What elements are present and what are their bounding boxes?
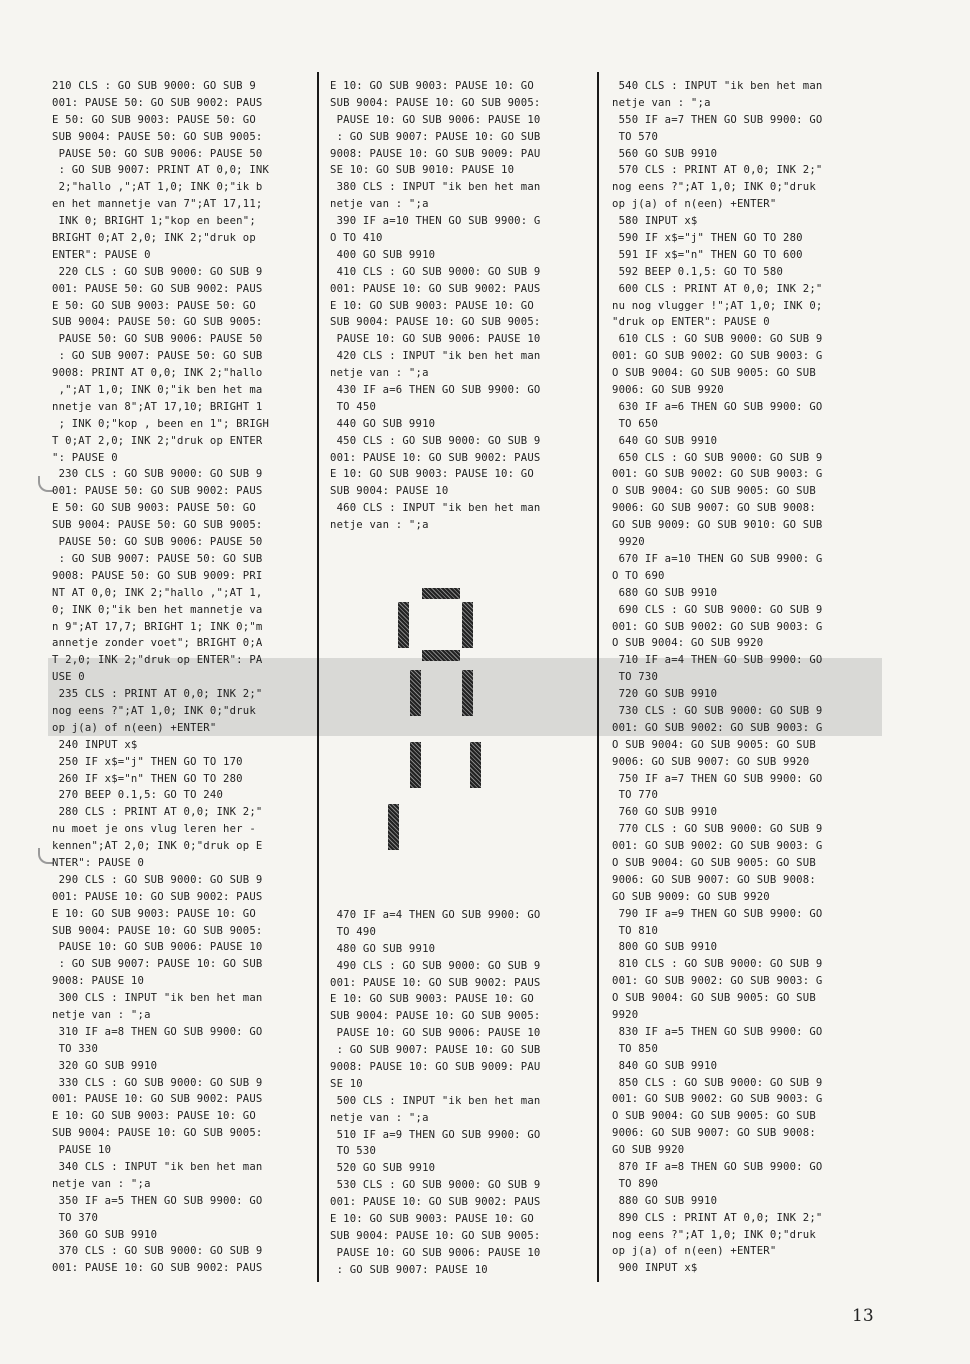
code-line: 270 BEEP 0.1,5: GO TO 240: [52, 789, 224, 802]
code-line: O SUB 9004: GO SUB 9005: GO SUB: [612, 367, 816, 380]
code-line: 340 CLS : INPUT "ik ben het man: [52, 1161, 263, 1173]
code-line: GO SUB 9009: GO SUB 9010: GO SUB: [612, 519, 823, 532]
code-line: PAUSE 10: GO SUB 9006: PAUSE 10: [330, 1027, 541, 1040]
code-line: : GO SUB 9007: PAUSE 50: GO SUB: [52, 350, 263, 363]
code-line: 540 CLS : INPUT "ik ben het man: [612, 80, 823, 92]
code-line: op j(a) of n(een) +ENTER": [612, 198, 777, 211]
code-line: NT AT 0,0; INK 2;"hallo ,";AT 1,: [52, 586, 263, 599]
code-line: 001: PAUSE 10: GO SUB 9002: PAUS: [330, 282, 541, 295]
code-line: 001: GO SUB 9002: GO SUB 9003: G: [612, 975, 823, 988]
code-line: 430 IF a=6 THEN GO SUB 9900: GO: [330, 384, 541, 397]
code-line: 790 IF a=9 THEN GO SUB 9900: GO: [612, 907, 823, 920]
code-line: 710 IF a=4 THEN GO SUB 9900: GO: [612, 654, 823, 667]
column-divider-right: [597, 72, 599, 1282]
code-line: T 0;AT 2,0; INK 2;"druk op ENTER: [52, 434, 263, 447]
code-line: 870 IF a=8 THEN GO SUB 9900: GO: [612, 1161, 823, 1173]
code-line: GO SUB 9009: GO SUB 9920: [612, 890, 770, 903]
code-line: INK 0; BRIGHT 1;"kop en been";: [52, 215, 256, 228]
code-line: PAUSE 10: [52, 1144, 112, 1157]
code-line: 570 CLS : PRINT AT 0,0; INK 2;": [612, 164, 823, 177]
code-line: 800 GO SUB 9910: [612, 941, 718, 954]
code-line: 001: PAUSE 10: GO SUB 9002: PAUS: [330, 451, 541, 464]
code-line: : GO SUB 9007: PAUSE 10: GO SUB: [52, 958, 263, 971]
code-line: SUB 9004: PAUSE 10: GO SUB 9005:: [52, 924, 263, 937]
code-line: 460 CLS : INPUT "ik ben het man: [330, 502, 541, 515]
code-line: 590 IF x$="j" THEN GO TO 280: [612, 232, 803, 245]
code-line: 470 IF a=4 THEN GO SUB 9900: GO: [330, 909, 541, 921]
code-line: 420 CLS : INPUT "ik ben het man: [330, 350, 541, 363]
code-line: 001: GO SUB 9002: GO SUB 9003: G: [612, 350, 823, 363]
code-column-3: [612, 78, 852, 1277]
page-number: 13: [852, 1306, 874, 1326]
code-line: 2;"hallo ,";AT 1,0; INK 0;"ik b: [52, 181, 263, 194]
code-line: PAUSE 50: GO SUB 9006: PAUSE 50: [52, 147, 263, 160]
segment-leg-left-lower: [388, 804, 399, 850]
code-line: 9008: PAUSE 10: GO SUB 9009: PAU: [330, 147, 541, 160]
code-line: 001: PAUSE 10: GO SUB 9002: PAUS: [330, 976, 541, 989]
code-line: O SUB 9004: GO SUB 9005: GO SUB: [612, 992, 816, 1005]
code-line: nu moet je ons vlug leren her -: [52, 823, 256, 836]
code-line: 290 CLS : GO SUB 9000: GO SUB 9: [52, 873, 263, 886]
code-line: TO 890: [612, 1177, 659, 1190]
code-line: 580 INPUT x$: [612, 215, 698, 228]
code-line: 001: PAUSE 10: GO SUB 9002: PAUS: [52, 890, 263, 903]
segment-body-right: [462, 670, 473, 716]
code-line: 550 IF a=7 THEN GO SUB 9900: GO: [612, 113, 823, 126]
code-line: TO 770: [612, 789, 659, 802]
code-line: 720 GO SUB 9910: [612, 688, 718, 701]
code-line: GO SUB 9920: [612, 1144, 685, 1157]
segment-middle: [422, 650, 460, 661]
code-line: USE 0: [52, 671, 85, 684]
code-column-1: [52, 78, 292, 1277]
code-line: 390 IF a=10 THEN GO SUB 9900: G: [330, 215, 541, 228]
code-line: SUB 9004: PAUSE 10: [330, 485, 449, 498]
code-line: : GO SUB 9007: PRINT AT 0,0; INK: [52, 164, 270, 177]
code-line: nog eens ?";AT 1,0; INK 0;"druk: [612, 1228, 816, 1241]
code-line: 001: PAUSE 10: GO SUB 9002: PAUS: [52, 1262, 263, 1275]
code-line: O TO 690: [612, 569, 665, 582]
code-line: O SUB 9004: GO SUB 9005: GO SUB: [612, 856, 816, 869]
code-line: TO 530: [330, 1145, 377, 1158]
code-line: netje van : ";a: [330, 519, 429, 532]
code-line: PAUSE 10: GO SUB 9006: PAUSE 10: [330, 1246, 541, 1259]
code-line: 001: GO SUB 9002: GO SUB 9003: G: [612, 468, 823, 481]
code-line: 001: GO SUB 9002: GO SUB 9003: G: [612, 620, 823, 633]
code-line: SUB 9004: PAUSE 10: GO SUB 9005:: [330, 1229, 541, 1242]
code-line: 001: PAUSE 50: GO SUB 9002: PAUS: [52, 96, 263, 109]
code-line: 480 GO SUB 9910: [330, 942, 436, 955]
code-line: 520 GO SUB 9910: [330, 1162, 436, 1175]
code-line: : GO SUB 9007: PAUSE 10: GO SUB: [330, 130, 541, 143]
code-line: O SUB 9004: GO SUB 9920: [612, 637, 764, 650]
code-line: annetje zonder voet"; BRIGHT 0;A: [52, 637, 263, 650]
code-line: 001: PAUSE 50: GO SUB 9002: PAUS: [52, 282, 263, 295]
code-line: TO 850: [612, 1042, 659, 1055]
code-line: 220 CLS : GO SUB 9000: GO SUB 9: [52, 265, 263, 278]
code-line: ; INK 0;"kop , been en 1"; BRIGH: [52, 417, 270, 430]
code-line: O SUB 9004: GO SUB 9005: GO SUB: [612, 485, 816, 498]
code-line: 410 CLS : GO SUB 9000: GO SUB 9: [330, 265, 541, 278]
column-divider-left: [317, 72, 319, 1282]
code-line: 9008: PAUSE 10: GO SUB 9009: PAU: [330, 1061, 541, 1074]
code-line: 300 CLS : INPUT "ik ben het man: [52, 992, 263, 1005]
code-line: TO 730: [612, 671, 659, 684]
code-line: E 10: GO SUB 9003: PAUSE 10: GO: [52, 907, 256, 920]
code-line: 210 CLS : GO SUB 9000: GO SUB 9: [52, 80, 256, 92]
segment-leg-left-upper: [410, 742, 421, 788]
code-line: 900 INPUT x$: [612, 1262, 698, 1275]
code-line: 240 INPUT x$: [52, 738, 138, 751]
code-line: 440 GO SUB 9910: [330, 417, 436, 430]
code-line: 380 CLS : INPUT "ik ben het man: [330, 181, 541, 194]
code-line: SUB 9004: PAUSE 50: GO SUB 9005:: [52, 316, 263, 329]
code-line: SE 10: GO SUB 9010: PAUSE 10: [330, 164, 515, 177]
code-line: 330 CLS : GO SUB 9000: GO SUB 9: [52, 1076, 263, 1089]
code-line: 9920: [612, 1008, 639, 1021]
code-column-2-bottom: [330, 907, 570, 1279]
seven-segment-figure: [382, 578, 502, 848]
code-line: 760 GO SUB 9910: [612, 806, 718, 819]
code-line: ": PAUSE 0: [52, 451, 118, 464]
code-line: 830 IF a=5 THEN GO SUB 9900: GO: [612, 1025, 823, 1038]
code-line: 750 IF a=7 THEN GO SUB 9900: GO: [612, 772, 823, 785]
code-line: O SUB 9004: GO SUB 9005: GO SUB: [612, 738, 816, 751]
code-line: 600 CLS : PRINT AT 0,0; INK 2;": [612, 282, 823, 295]
code-line: 001: PAUSE 10: GO SUB 9002: PAUS: [330, 1196, 541, 1209]
code-line: O SUB 9004: GO SUB 9005: GO SUB: [612, 1110, 816, 1123]
code-line: kennen";AT 2,0; INK 0;"druk op E: [52, 840, 263, 853]
code-line: E 10: GO SUB 9003: PAUSE 10: GO: [52, 1110, 256, 1123]
code-line: 001: GO SUB 9002: GO SUB 9003: G: [612, 721, 823, 734]
code-line: ENTER": PAUSE 0: [52, 248, 151, 261]
code-line: SUB 9004: PAUSE 50: GO SUB 9005:: [52, 519, 263, 532]
code-line: 670 IF a=10 THEN GO SUB 9900: G: [612, 552, 823, 565]
code-line: 400 GO SUB 9910: [330, 248, 436, 261]
code-line: op j(a) of n(een) +ENTER": [52, 721, 217, 734]
code-line: O TO 410: [330, 232, 383, 245]
code-line: TO 490: [330, 925, 377, 938]
code-line: netje van : ";a: [52, 1008, 151, 1021]
code-line: 510 IF a=9 THEN GO SUB 9900: GO: [330, 1128, 541, 1141]
code-line: PAUSE 50: GO SUB 9006: PAUSE 50: [52, 536, 263, 549]
code-line: 840 GO SUB 9910: [612, 1059, 718, 1072]
segment-top: [422, 588, 460, 599]
code-line: 235 CLS : PRINT AT 0,0; INK 2;": [52, 688, 263, 701]
code-line: 690 CLS : GO SUB 9000: GO SUB 9: [612, 603, 823, 616]
code-line: PAUSE 10: GO SUB 9006: PAUSE 10: [52, 941, 263, 954]
code-line: 250 IF x$="j" THEN GO TO 170: [52, 755, 243, 768]
code-line: SUB 9004: PAUSE 10: GO SUB 9005:: [330, 1010, 541, 1023]
code-line: op j(a) of n(een) +ENTER": [612, 1245, 777, 1258]
code-line: SUB 9004: PAUSE 10: GO SUB 9005:: [52, 1127, 263, 1140]
code-line: 610 CLS : GO SUB 9000: GO SUB 9: [612, 333, 823, 346]
code-line: 9008: PRINT AT 0,0; INK 2;"hallo: [52, 367, 263, 380]
code-line: 350 IF a=5 THEN GO SUB 9900: GO: [52, 1194, 263, 1207]
code-line: nu nog vlugger !";AT 1,0; INK 0;: [612, 299, 823, 312]
code-line: 001: GO SUB 9002: GO SUB 9003: G: [612, 840, 823, 853]
code-line: 650 CLS : GO SUB 9000: GO SUB 9: [612, 451, 823, 464]
segment-body-left: [410, 670, 421, 716]
code-line: netje van : ";a: [612, 96, 711, 109]
code-line: 890 CLS : PRINT AT 0,0; INK 2;": [612, 1211, 823, 1224]
code-line: : GO SUB 9007: PAUSE 10: [330, 1263, 488, 1276]
code-line: 001: GO SUB 9002: GO SUB 9003: G: [612, 1093, 823, 1106]
code-line: 260 IF x$="n" THEN GO TO 280: [52, 772, 243, 785]
code-line: 0; INK 0;"ik ben het mannetje va: [52, 603, 263, 616]
code-line: 001: PAUSE 10: GO SUB 9002: PAUS: [52, 1093, 263, 1106]
code-line: PAUSE 50: GO SUB 9006: PAUSE 50: [52, 333, 263, 346]
code-line: 880 GO SUB 9910: [612, 1194, 718, 1207]
code-line: 001: PAUSE 50: GO SUB 9002: PAUS: [52, 485, 263, 498]
code-line: E 10: GO SUB 9003: PAUSE 10: GO: [330, 1213, 534, 1226]
code-line: TO 570: [612, 130, 659, 143]
code-line: : GO SUB 9007: PAUSE 50: GO SUB: [52, 552, 263, 565]
code-line: 9008: PAUSE 50: GO SUB 9009: PRI: [52, 569, 263, 582]
code-line: E 10: GO SUB 9003: PAUSE 10: GO: [330, 993, 534, 1006]
code-line: TO 650: [612, 417, 659, 430]
code-line: netje van : ";a: [52, 1177, 151, 1190]
code-line: ,";AT 1,0; INK 0;"ik ben het ma: [52, 384, 263, 397]
code-line: nnetje van 8";AT 17,10; BRIGHT 1: [52, 400, 263, 413]
code-line: 9008: PAUSE 10: [52, 975, 145, 988]
code-line: 810 CLS : GO SUB 9000: GO SUB 9: [612, 958, 823, 971]
code-line: SUB 9004: PAUSE 10: GO SUB 9005:: [330, 316, 541, 329]
code-line: netje van : ";a: [330, 1111, 429, 1124]
segment-upper-right: [462, 602, 473, 648]
code-line: en het mannetje van 7";AT 17,11;: [52, 198, 263, 211]
code-line: 310 IF a=8 THEN GO SUB 9900: GO: [52, 1025, 263, 1038]
code-line: 770 CLS : GO SUB 9000: GO SUB 9: [612, 823, 823, 836]
code-line: TO 810: [612, 924, 659, 937]
code-line: SUB 9004: PAUSE 10: GO SUB 9005:: [330, 96, 541, 109]
code-line: TO 450: [330, 400, 377, 413]
code-line: 450 CLS : GO SUB 9000: GO SUB 9: [330, 434, 541, 447]
code-line: 280 CLS : PRINT AT 0,0; INK 2;": [52, 806, 263, 819]
code-line: 591 IF x$="n" THEN GO TO 600: [612, 248, 803, 261]
code-line: 9920: [612, 536, 645, 549]
code-line: SE 10: [330, 1077, 363, 1090]
code-line: netje van : ";a: [330, 198, 429, 211]
code-line: 500 CLS : INPUT "ik ben het man: [330, 1094, 541, 1107]
code-line: 9006: GO SUB 9007: GO SUB 9008:: [612, 873, 816, 886]
code-line: 640 GO SUB 9910: [612, 434, 718, 447]
code-line: "druk op ENTER": PAUSE 0: [612, 316, 770, 329]
code-line: 360 GO SUB 9910: [52, 1228, 158, 1241]
code-line: netje van : ";a: [330, 367, 429, 380]
code-line: 9006: GO SUB 9920: [612, 384, 724, 397]
code-line: PAUSE 10: GO SUB 9006: PAUSE 10: [330, 113, 541, 126]
code-line: E 10: GO SUB 9003: PAUSE 10: GO: [330, 299, 534, 312]
code-line: 530 CLS : GO SUB 9000: GO SUB 9: [330, 1179, 541, 1192]
segment-upper-left: [398, 602, 409, 648]
code-line: TO 370: [52, 1211, 99, 1224]
code-line: 9006: GO SUB 9007: GO SUB 9008:: [612, 502, 816, 515]
code-line: 560 GO SUB 9910: [612, 147, 718, 160]
code-line: 730 CLS : GO SUB 9000: GO SUB 9: [612, 704, 823, 717]
code-line: BRIGHT 0;AT 2,0; INK 2;"druk op: [52, 232, 256, 245]
code-line: 850 CLS : GO SUB 9000: GO SUB 9: [612, 1076, 823, 1089]
code-line: 230 CLS : GO SUB 9000: GO SUB 9: [52, 468, 263, 481]
code-line: nog eens ?";AT 1,0; INK 0;"druk: [52, 704, 256, 717]
code-line: SUB 9004: PAUSE 50: GO SUB 9005:: [52, 130, 263, 143]
code-line: 9006: GO SUB 9007: GO SUB 9920: [612, 755, 810, 768]
code-column-2-top: [330, 78, 570, 534]
code-line: 9006: GO SUB 9007: GO SUB 9008:: [612, 1127, 816, 1140]
code-line: : GO SUB 9007: PAUSE 10: GO SUB: [330, 1044, 541, 1057]
code-line: 370 CLS : GO SUB 9000: GO SUB 9: [52, 1245, 263, 1258]
code-line: 680 GO SUB 9910: [612, 586, 718, 599]
code-line: 320 GO SUB 9910: [52, 1059, 158, 1072]
code-line: NTER": PAUSE 0: [52, 856, 145, 869]
code-line: 592 BEEP 0.1,5: GO TO 580: [612, 265, 784, 278]
code-line: PAUSE 10: GO SUB 9006: PAUSE 10: [330, 333, 541, 346]
code-line: TO 330: [52, 1042, 99, 1055]
code-line: E 10: GO SUB 9003: PAUSE 10: GO: [330, 80, 534, 92]
code-line: E 50: GO SUB 9003: PAUSE 50: GO: [52, 299, 256, 312]
code-line: E 50: GO SUB 9003: PAUSE 50: GO: [52, 113, 256, 126]
code-line: nog eens ?";AT 1,0; INK 0;"druk: [612, 181, 816, 194]
code-line: E 10: GO SUB 9003: PAUSE 10: GO: [330, 468, 534, 481]
code-line: T 2,0; INK 2;"druk op ENTER": PA: [52, 654, 263, 667]
segment-leg-right: [470, 742, 481, 788]
code-line: n 9";AT 17,7; BRIGHT 1; INK 0;"m: [52, 620, 263, 633]
code-line: 490 CLS : GO SUB 9000: GO SUB 9: [330, 959, 541, 972]
code-line: E 50: GO SUB 9003: PAUSE 50: GO: [52, 502, 256, 515]
code-line: 630 IF a=6 THEN GO SUB 9900: GO: [612, 400, 823, 413]
